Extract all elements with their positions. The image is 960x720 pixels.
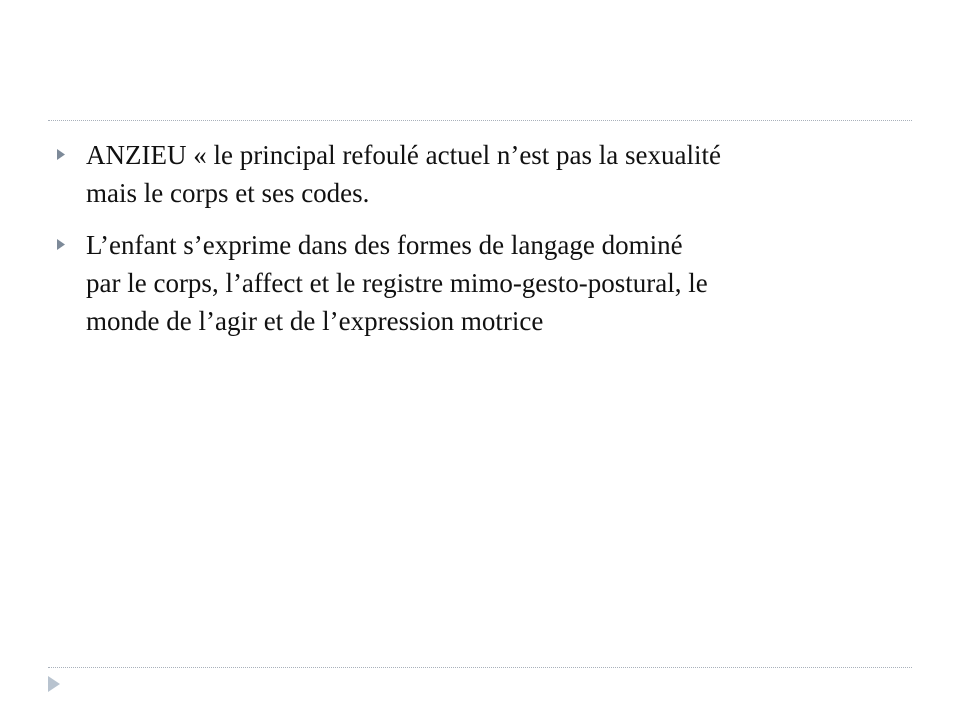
bottom-divider xyxy=(48,667,912,668)
triangle-right-icon xyxy=(56,136,86,166)
bullet-item-2 xyxy=(56,226,916,340)
bullet-text-2: L’enfant s’exprime dans des formes de langage dominé par le corps, l’affect et le registre mimo-gesto-postural, le monde de l’agir et de l’expression motrice xyxy=(86,230,708,336)
bullet-item-1 xyxy=(56,136,916,212)
bullet-list xyxy=(56,136,916,354)
triangle-right-icon xyxy=(47,675,61,698)
bullet-text-1: ANZIEU « le principal refoulé actuel n’est pas la sexualité mais le corps et ses codes. xyxy=(86,140,722,208)
top-divider xyxy=(48,120,912,121)
triangle-right-icon xyxy=(56,226,86,256)
